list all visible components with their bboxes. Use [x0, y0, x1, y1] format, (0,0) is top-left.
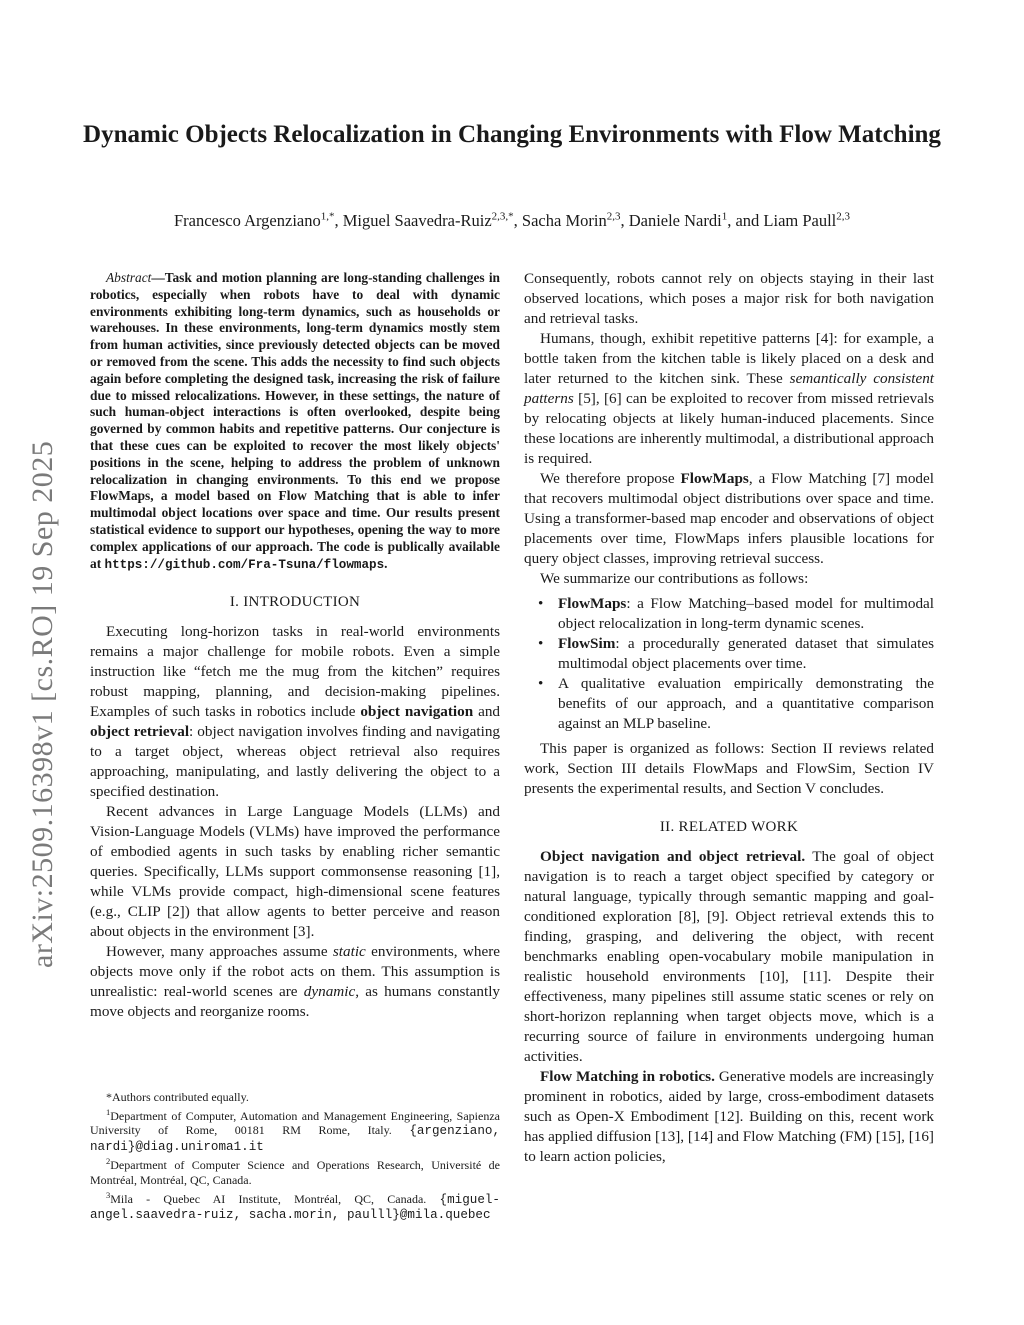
- footnote-2: $^2$Department of Computer Science and Operations Research, Université de Montréal, Montréal, QC, Canada.: [90, 1156, 500, 1187]
- list-item: • A qualitative evaluation empirically demonstrating the benefits of our approach, and a quantitative comparison against an MLP baseline.: [524, 674, 934, 734]
- paragraph: However, many approaches assume static environments, where objects move only if the robot acts on them. This assumption is unrealistic: real-world scenes are dynamic, as humans constantly move objects and reorganize rooms.: [90, 943, 501, 1021]
- paragraph: Recent advances in Large Language Models (LLMs) and Vision-Language Models (VLMs) have improved the performance of embodied agents in such tasks by enabling richer semantic queries. Specifically, LLMs support commonsense reasoning [1], while VLMs provide compact, high-dimensional scene features (e.g., CLIP [2]) that allow agents to better perceive and reason about objects in the environment [3].: [90, 803, 500, 941]
- author: Daniele Nardi$^1$, and: [628, 210, 764, 230]
- paragraph: Executing long-horizon tasks in real-world environments remains a major challenge for mobile robots. Even a simple instruction like “fetch me the mug from the kitchen” requires robust mapping, planning, and decision-making pipelines. Examples of such tasks in robotics include object navigation and object retrieval: object navigation involves finding and navigating to a target object, whereas object retrieval also requires approaching, manipulating, and lastly delivering the object to a specified destination.: [90, 623, 501, 801]
- list-item: • FlowMaps: a Flow Matching–based model for multimodal object relocalization in long-term dynamic scenes.: [524, 594, 934, 634]
- paper-title: Dynamic Objects Relocalization in Changing Environments with Flow Matching: [83, 121, 941, 148]
- right-column: [524, 269, 934, 1167]
- footnote-1: $^1$Department of Computer, Automation and Management Engineering, Sapienza University of Rome, 00181 RM Rome, Italy. {argenziano, nardi}@diag.uniroma1.it: [90, 1106, 501, 1154]
- section-heading-introduction: I. INTRODUCTION: [229, 594, 361, 611]
- section-heading-related-work: II. RELATED WORK: [659, 819, 799, 835]
- footnotes: [90, 1090, 500, 1223]
- list-item: • FlowSim: a procedurally generated dataset that simulates multimodal object placements over time.: [524, 634, 934, 674]
- contribution-list: [524, 594, 934, 734]
- paragraph: We summarize our contributions as follows:: [540, 570, 809, 587]
- author: Liam Paull$^{2,3}$: [763, 210, 851, 230]
- paragraph: This paper is organized as follows: Section II reviews related work, Section III details FlowMaps and FlowSim, Section IV presents the experimental results, and Section V concludes.: [524, 740, 934, 797]
- author-list: [80, 210, 944, 231]
- author: Francesco Argenziano$^{1,*}$,: [173, 210, 343, 230]
- left-column: [90, 270, 500, 1022]
- paragraph: Flow Matching in robotics. Generative models are increasingly prominent in robotics, aided by large, cross-embodiment datasets such as Open-X Embodiment [12]. Building on this, recent work has applied diffusion [13], [14] and Flow Matching (FM) [15], [16] to learn action policies,: [524, 1068, 934, 1165]
- footnote-equal: *Authors contributed equally.: [106, 1090, 249, 1104]
- paragraph: Object navigation and object retrieval. The goal of object navigation is to reach a target object specified by category or natural language, typically through semantic mapping and goal-conditioned exploration [8], [9]. Object retrieval extends this to finding, grasping, and delivering the object, with recent benchmarks enabling open-vocabulary mobile manipulation in realistic household environments [10], [11]. Despite their effectiveness, many pipelines still assume static scenes or rely on short-horizon replanning when target objects move, which is a recurring source of failure in environments undergoing human activities.: [524, 848, 935, 1065]
- abstract: Abstract—Task and motion planning are long-standing challenges in robotics, especially when robots have to deal with dynamic environments exhibiting long-term dynamics, such as households or warehouses. In these environments, long-term dynamics mostly stem from human activities, since previously detected objects can be moved or removed from the scene. This adds the necessity to find such objects again before completing the designed task, increasing the risk of failure due to missed relocalizations. However, in these settings, the nature of such human-object interactions is often overlooked, despite being governed by common habits and repetitive patterns. Our conjecture is that these cues can be exploited to recover the most likely objects' positions in the scene, helping to address the problem of unknown relocalization in changing environments. To this end we propose FlowMaps, a model based on Flow Matching that is able to infer multimodal object locations over space and time. Our results present statistical evidence to support our hypotheses, opening the way to more complex applications of our approach. The code is publically available at https://github.com/Fra-Tsuna/flowmaps.: [90, 270, 500, 572]
- paragraph: Consequently, robots cannot rely on objects staying in their last observed locations, which poses a major risk for both navigation and retrieval tasks.: [524, 270, 934, 327]
- code-url[interactable]: https://github.com/Fra-Tsuna/flowmaps: [104, 557, 385, 572]
- author: Miguel Saavedra-Ruiz$^{2,3,*}$,: [342, 210, 522, 230]
- paragraph: We therefore propose FlowMaps, a Flow Matching [7] model that recovers multimodal object distributions over space and time. Using a transformer-based map encoder and observations of object placements over time, FlowMaps infers plausible locations for query object classes, improving retrieval success.: [524, 470, 934, 567]
- arxiv-stamp: arXiv:2509.16398v1 [cs.RO] 19 Sep 2025: [26, 440, 59, 968]
- author: Sacha Morin$^{2,3}$,: [521, 210, 629, 230]
- footnote-3: $^3$Mila - Quebec AI Institute, Montréal, QC, Canada. {miguel-angel.saavedra-ruiz, sacha.morin, paulll}@mila.quebec: [90, 1189, 500, 1223]
- paragraph: Humans, though, exhibit repetitive patterns [4]: for example, a bottle taken from the kitchen table is likely placed on a desk and later returned to the kitchen sink. These semantically consistent patterns [5], [6] can be exploited to recover from missed retrievals by relocating objects at likely human-induced placements. Since these locations are inherently multimodal, a distributional approach is required.: [524, 330, 935, 467]
